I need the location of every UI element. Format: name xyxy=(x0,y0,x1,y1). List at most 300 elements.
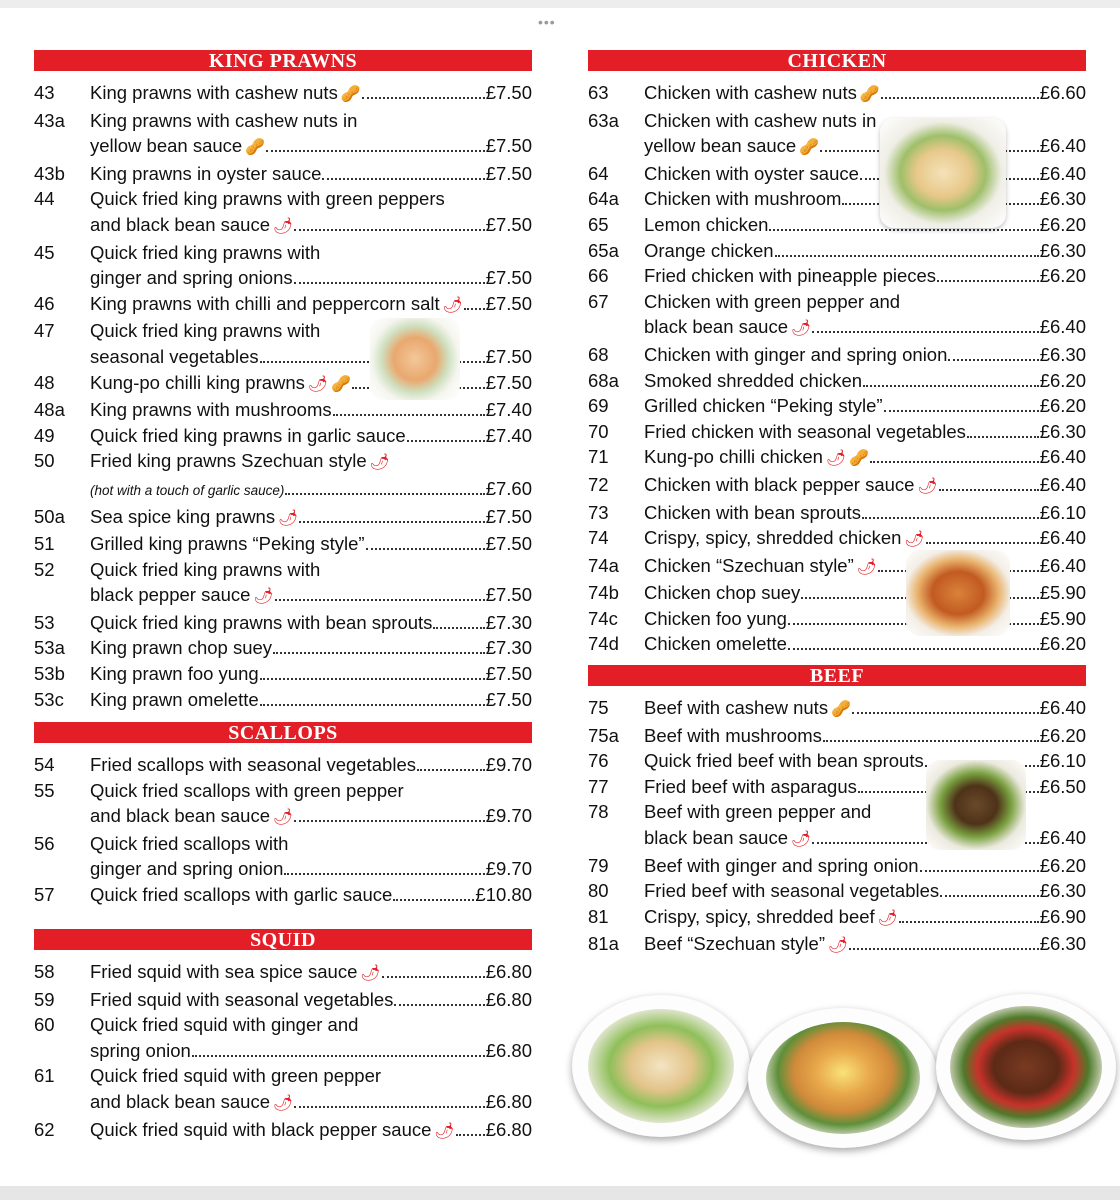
menu-item xyxy=(34,80,532,108)
item-name: Chicken omelette xyxy=(644,633,787,655)
menu-item xyxy=(588,500,1086,526)
chili-hot-icon: 🌶 xyxy=(856,558,878,576)
item-name: Grilled chicken “Peking style” xyxy=(644,395,883,417)
item-price: £7.30 xyxy=(485,637,532,659)
menu-item xyxy=(34,291,532,319)
item-line xyxy=(90,882,532,908)
item-price: £6.50 xyxy=(1039,775,1086,797)
item-price: £6.40 xyxy=(1039,316,1086,338)
item-line xyxy=(90,423,532,449)
dot-leader xyxy=(333,414,485,416)
item-name: black bean sauce xyxy=(644,826,788,848)
item-line xyxy=(90,318,532,344)
dot-leader xyxy=(456,1134,485,1136)
menu-item xyxy=(588,525,1086,553)
nut-icon: 🥜 xyxy=(859,86,880,103)
chili-hot-icon: 🌶 xyxy=(827,937,849,955)
item-name: black pepper sauce xyxy=(90,584,251,606)
menu-item xyxy=(34,108,532,161)
item-name: King prawns with chilli and peppercorn salt xyxy=(90,292,440,314)
dot-leader xyxy=(899,921,1039,923)
item-line xyxy=(90,80,532,108)
item-line xyxy=(644,289,1086,315)
item-price: £6.60 xyxy=(1039,82,1086,103)
item-number: 61 xyxy=(34,1065,55,1087)
item-line xyxy=(90,1063,532,1089)
chili-hot-icon: 🌶 xyxy=(917,477,938,495)
menu-item xyxy=(588,419,1086,445)
nut-icon: 🥜 xyxy=(849,450,870,468)
item-number: 47 xyxy=(34,320,55,342)
item-name: Fried squid with sea spice sauce xyxy=(90,961,358,982)
item-name: Beef with mushrooms xyxy=(644,724,822,746)
item-name: Fried beef with asparagus xyxy=(644,775,857,797)
item-number: 74b xyxy=(588,582,619,604)
item-line xyxy=(644,342,1086,368)
nut-icon: 🥜 xyxy=(799,139,820,157)
item-price: £7.50 xyxy=(485,584,532,606)
beef-dish-photo xyxy=(926,760,1026,850)
item-name: King prawn chop suey xyxy=(90,637,273,659)
item-name: seasonal vegetables xyxy=(90,345,259,367)
section-title: SCALLOPS xyxy=(34,722,532,743)
item-line xyxy=(90,476,532,504)
dot-leader xyxy=(812,331,1038,333)
item-price: £5.90 xyxy=(1039,607,1086,629)
item-name: Quick fried king prawns with xyxy=(90,558,321,580)
nut-icon: 🥜 xyxy=(340,86,361,103)
dot-leader xyxy=(788,648,1039,650)
dot-leader xyxy=(394,1004,484,1006)
menu-item xyxy=(34,186,532,239)
menu-item xyxy=(588,553,1086,581)
item-number: 48a xyxy=(34,399,65,421)
dot-leader xyxy=(940,895,1039,897)
item-number: 75a xyxy=(588,724,619,746)
item-price: £9.70 xyxy=(485,754,532,775)
menu-item xyxy=(34,1117,532,1145)
nut-icon: 🥜 xyxy=(245,139,266,157)
item-line xyxy=(644,108,1086,134)
item-number: 53a xyxy=(34,637,65,659)
item-line xyxy=(644,161,1086,187)
item-price: £6.30 xyxy=(1039,933,1086,955)
item-name: Grilled king prawns “Peking style” xyxy=(90,533,365,555)
chili-hot-icon: 🌶 xyxy=(307,375,329,393)
item-line xyxy=(90,212,532,240)
item-number: 73 xyxy=(588,501,609,523)
item-line xyxy=(90,752,532,778)
item-name: King prawn omelette xyxy=(90,688,259,710)
item-price: £7.30 xyxy=(485,611,532,633)
item-line xyxy=(644,553,1086,581)
item-price: £7.50 xyxy=(485,505,532,527)
item-number: 59 xyxy=(34,988,55,1010)
dot-leader xyxy=(926,542,1039,544)
item-number: 44 xyxy=(34,188,55,210)
menu-item xyxy=(34,635,532,661)
item-price: £9.70 xyxy=(485,805,532,827)
item-name: Beef with ginger and spring onion xyxy=(644,854,919,876)
item-name: Fried king prawns Szechuan style xyxy=(90,450,367,472)
item-line xyxy=(644,212,1086,238)
item-price: £6.80 xyxy=(485,1039,532,1061)
item-line xyxy=(644,133,1086,161)
section-title: KING PRAWNS xyxy=(34,50,532,71)
dot-leader xyxy=(294,229,484,231)
item-line xyxy=(90,687,532,713)
dot-leader xyxy=(862,517,1039,519)
dot-leader xyxy=(275,599,485,601)
item-name: and black bean sauce xyxy=(90,1090,270,1112)
item-number: 80 xyxy=(588,880,609,902)
item-number: 65a xyxy=(588,239,619,261)
menu-item xyxy=(588,631,1086,657)
item-name: Chicken with mushroom xyxy=(644,188,842,210)
item-list xyxy=(588,80,1086,657)
item-name: Quick fried scallops with xyxy=(90,832,289,854)
item-price: £6.40 xyxy=(1039,135,1086,157)
item-line xyxy=(644,525,1086,553)
dot-leader xyxy=(884,410,1039,412)
item-number: 62 xyxy=(34,1118,55,1140)
dot-leader xyxy=(260,704,485,706)
item-name: Fried chicken with seasonal vegetables xyxy=(644,420,966,442)
menu-item xyxy=(34,161,532,187)
item-price: £6.40 xyxy=(1039,162,1086,184)
dot-leader xyxy=(939,489,1039,491)
chili-hot-icon: 🌶 xyxy=(369,454,390,472)
item-number: 69 xyxy=(588,395,609,417)
dot-leader xyxy=(863,385,1039,387)
item-number: 45 xyxy=(34,241,55,263)
more-options-icon[interactable]: ••• xyxy=(538,14,556,30)
item-line xyxy=(90,108,532,134)
item-list xyxy=(34,80,532,712)
dot-leader xyxy=(937,280,1039,282)
dot-leader xyxy=(366,548,485,550)
item-number: 43 xyxy=(34,82,55,103)
item-name: King prawns in oyster sauce xyxy=(90,162,322,184)
dot-leader xyxy=(870,461,1039,463)
dot-leader xyxy=(284,873,484,875)
menu-item xyxy=(588,723,1086,749)
item-price: £7.50 xyxy=(485,292,532,314)
menu-item xyxy=(588,393,1086,419)
item-line xyxy=(90,635,532,661)
item-number: 78 xyxy=(588,801,609,823)
item-number: 54 xyxy=(34,754,55,775)
item-price: £6.40 xyxy=(1039,554,1086,576)
item-name: Beef “Szechuan style” xyxy=(644,933,825,955)
item-list xyxy=(34,752,532,908)
dot-leader xyxy=(823,740,1039,742)
item-price: £6.10 xyxy=(1039,750,1086,772)
menu-item xyxy=(34,661,532,687)
chili-hot-icon: 🌶 xyxy=(434,1122,455,1140)
menu-item xyxy=(34,557,532,610)
item-price: £7.50 xyxy=(485,213,532,235)
item-line xyxy=(644,393,1086,419)
item-price: £6.80 xyxy=(485,1090,532,1112)
item-name: King prawn foo yung xyxy=(90,663,259,685)
item-number: 43b xyxy=(34,162,65,184)
chili-hot-icon: 🌶 xyxy=(273,217,294,235)
item-line xyxy=(644,723,1086,749)
item-price: £7.50 xyxy=(485,371,532,393)
page-bottom-edge xyxy=(0,1186,1120,1200)
item-name: Quick fried king prawns with xyxy=(90,320,321,342)
dot-leader xyxy=(299,521,484,523)
item-name: Quick fried beef with bean sprouts xyxy=(644,750,924,772)
menu-item xyxy=(588,931,1086,959)
menu-item xyxy=(34,531,532,557)
item-name: and black bean sauce xyxy=(90,213,270,235)
item-number: 53 xyxy=(34,611,55,633)
dot-leader xyxy=(285,493,484,495)
item-name: yellow bean sauce xyxy=(644,135,797,157)
item-line xyxy=(644,263,1086,289)
item-price: £7.50 xyxy=(485,82,532,103)
item-number: 46 xyxy=(34,292,55,314)
menu-item xyxy=(588,108,1086,161)
item-name: Quick fried squid with ginger and xyxy=(90,1014,359,1036)
item-line xyxy=(644,368,1086,394)
menu-item xyxy=(34,752,532,778)
dot-leader xyxy=(769,229,1038,231)
item-line xyxy=(644,444,1086,472)
dot-leader xyxy=(322,178,484,180)
item-name: King prawns with mushrooms xyxy=(90,399,332,421)
item-name: ginger and spring onions xyxy=(90,267,293,289)
item-line xyxy=(90,1012,532,1038)
item-number: 68 xyxy=(588,343,609,365)
item-price: £6.20 xyxy=(1039,724,1086,746)
menu-item xyxy=(588,368,1086,394)
chili-hot-icon: 🌶 xyxy=(273,1094,294,1112)
item-number: 53c xyxy=(34,688,64,710)
section-title: SQUID xyxy=(34,929,532,950)
item-price: £6.20 xyxy=(1039,854,1086,876)
item-line xyxy=(90,397,532,423)
item-number: 74c xyxy=(588,607,618,629)
item-price: £6.20 xyxy=(1039,213,1086,235)
dot-leader xyxy=(881,97,1039,99)
item-name: spring onion xyxy=(90,1039,191,1061)
chicken-chop-suey-dish-photo xyxy=(906,550,1010,636)
item-name: Crispy, spicy, shredded chicken xyxy=(644,527,902,549)
menu-page xyxy=(0,8,1120,1186)
item-name: and black bean sauce xyxy=(90,805,270,827)
item-price: £6.40 xyxy=(1039,473,1086,495)
menu-item xyxy=(588,472,1086,500)
item-name: Quick fried king prawns with bean sprouts xyxy=(90,611,433,633)
king-prawn-dish-photo xyxy=(370,318,460,400)
item-number: 74a xyxy=(588,554,619,576)
item-line xyxy=(644,695,1086,723)
dot-leader xyxy=(382,976,485,978)
nut-icon: 🥜 xyxy=(331,375,352,393)
menu-item xyxy=(34,1063,532,1116)
item-line xyxy=(644,500,1086,526)
item-name: Chicken with ginger and spring onion xyxy=(644,343,948,365)
item-line xyxy=(90,778,532,804)
menu-item xyxy=(588,444,1086,472)
item-line xyxy=(644,853,1086,879)
item-number: 64 xyxy=(588,162,609,184)
lemon-chicken-plate-photo xyxy=(748,1008,938,1148)
item-name: Chicken with oyster sauce xyxy=(644,162,859,184)
item-price: £6.20 xyxy=(1039,633,1086,655)
section-title: CHICKEN xyxy=(588,50,1086,71)
item-line xyxy=(90,856,532,882)
item-number: 50 xyxy=(34,450,55,472)
item-number: 53b xyxy=(34,663,65,685)
item-line xyxy=(90,1089,532,1117)
dot-leader xyxy=(294,820,484,822)
item-price: £7.50 xyxy=(485,135,532,157)
item-name: Crispy, spicy, shredded beef xyxy=(644,905,875,927)
item-name: black bean sauce xyxy=(644,316,788,338)
item-number: 56 xyxy=(34,832,55,854)
menu-item xyxy=(34,1012,532,1063)
item-name: Quick fried squid with green pepper xyxy=(90,1065,382,1087)
item-price: £6.20 xyxy=(1039,369,1086,391)
item-name: Quick fried scallops with garlic sauce xyxy=(90,883,393,905)
item-line xyxy=(90,557,532,583)
item-price: £6.20 xyxy=(1039,395,1086,417)
item-line xyxy=(90,161,532,187)
item-name: Sea spice king prawns xyxy=(90,505,276,527)
item-line xyxy=(644,878,1086,904)
item-number: 51 xyxy=(34,533,55,555)
menu-item xyxy=(34,504,532,532)
dot-leader xyxy=(849,948,1038,950)
item-line xyxy=(90,582,532,610)
menu-item xyxy=(34,987,532,1013)
item-price: £6.80 xyxy=(485,961,532,982)
item-number: 65 xyxy=(588,213,609,235)
dot-leader xyxy=(775,255,1039,257)
item-name: Beef with cashew nuts xyxy=(644,697,829,718)
dot-leader xyxy=(417,769,485,771)
item-price: £5.90 xyxy=(1039,582,1086,604)
item-price: £9.70 xyxy=(485,858,532,880)
item-number: 77 xyxy=(588,775,609,797)
item-line xyxy=(90,661,532,687)
item-name: Lemon chicken xyxy=(644,213,769,235)
chili-hot-icon: 🌶 xyxy=(825,450,847,468)
item-name: Chicken with cashew nuts in xyxy=(644,109,877,131)
item-price: £7.50 xyxy=(485,267,532,289)
dot-leader xyxy=(294,1106,484,1108)
dot-leader xyxy=(273,652,485,654)
chilli-beef-plate-photo xyxy=(936,994,1116,1140)
item-price: £6.80 xyxy=(485,1118,532,1140)
item-name: yellow bean sauce xyxy=(90,135,243,157)
chili-hot-icon: 🌶 xyxy=(360,965,381,982)
item-number: 57 xyxy=(34,883,55,905)
item-price: £6.20 xyxy=(1039,265,1086,287)
item-line xyxy=(644,238,1086,264)
dot-leader xyxy=(192,1055,485,1057)
item-name: Chicken with bean sprouts xyxy=(644,501,861,523)
item-line xyxy=(644,606,1086,632)
item-line xyxy=(644,631,1086,657)
item-name: Fried scallops with seasonal vegetables xyxy=(90,754,416,775)
item-price: £6.80 xyxy=(485,988,532,1010)
item-line xyxy=(644,80,1086,108)
item-number: 60 xyxy=(34,1014,55,1036)
item-number: 43a xyxy=(34,109,65,131)
menu-item xyxy=(588,580,1086,606)
item-name: Fried chicken with pineapple pieces xyxy=(644,265,937,287)
item-price: £7.50 xyxy=(485,345,532,367)
chili-hot-icon: 🌶 xyxy=(904,531,925,549)
menu-item xyxy=(588,289,1086,342)
item-number: 49 xyxy=(34,424,55,446)
item-line xyxy=(90,531,532,557)
item-price: £6.30 xyxy=(1039,880,1086,902)
dot-leader xyxy=(407,440,485,442)
dot-leader xyxy=(260,678,485,680)
menu-item xyxy=(588,263,1086,289)
item-name: Orange chicken xyxy=(644,239,774,261)
dot-leader xyxy=(294,282,485,284)
item-price: £7.50 xyxy=(485,688,532,710)
item-name: Quick fried king prawns with xyxy=(90,241,321,263)
item-number: 66 xyxy=(588,265,609,287)
section-chicken xyxy=(588,50,1086,657)
item-line xyxy=(90,186,532,212)
item-number: 81 xyxy=(588,905,609,927)
item-line xyxy=(644,419,1086,445)
item-line xyxy=(90,610,532,636)
item-name: Chicken foo yung xyxy=(644,607,787,629)
item-number: 74d xyxy=(588,633,619,655)
chili-hot-icon: 🌶 xyxy=(791,320,812,338)
item-name: King prawns with cashew nuts xyxy=(90,82,338,103)
item-line xyxy=(90,344,532,370)
item-name: Quick fried king prawns in garlic sauce xyxy=(90,424,406,446)
menu-item xyxy=(34,448,532,503)
section-squid xyxy=(34,929,532,1144)
item-number: 64a xyxy=(588,188,619,210)
item-name: Beef with green pepper and xyxy=(644,801,872,823)
nut-icon: 🥜 xyxy=(831,701,851,718)
item-number: 71 xyxy=(588,446,609,468)
menu-item xyxy=(34,687,532,713)
item-number: 58 xyxy=(34,961,55,982)
dot-leader xyxy=(920,870,1039,872)
item-line xyxy=(90,831,532,857)
item-name: Chicken with green pepper and xyxy=(644,290,901,312)
item-line xyxy=(644,904,1086,932)
item-line xyxy=(90,1117,532,1145)
item-number: 55 xyxy=(34,779,55,801)
menu-item xyxy=(588,904,1086,932)
chili-hot-icon: 🌶 xyxy=(278,509,299,527)
section-scallops xyxy=(34,722,532,908)
item-number: 67 xyxy=(588,290,609,312)
item-number: 74 xyxy=(588,527,609,549)
item-line xyxy=(90,448,532,476)
item-number: 50a xyxy=(34,505,65,527)
item-price: £6.40 xyxy=(1039,697,1086,718)
item-line xyxy=(90,1038,532,1064)
item-price: £10.80 xyxy=(475,883,532,905)
menu-item xyxy=(34,831,532,882)
